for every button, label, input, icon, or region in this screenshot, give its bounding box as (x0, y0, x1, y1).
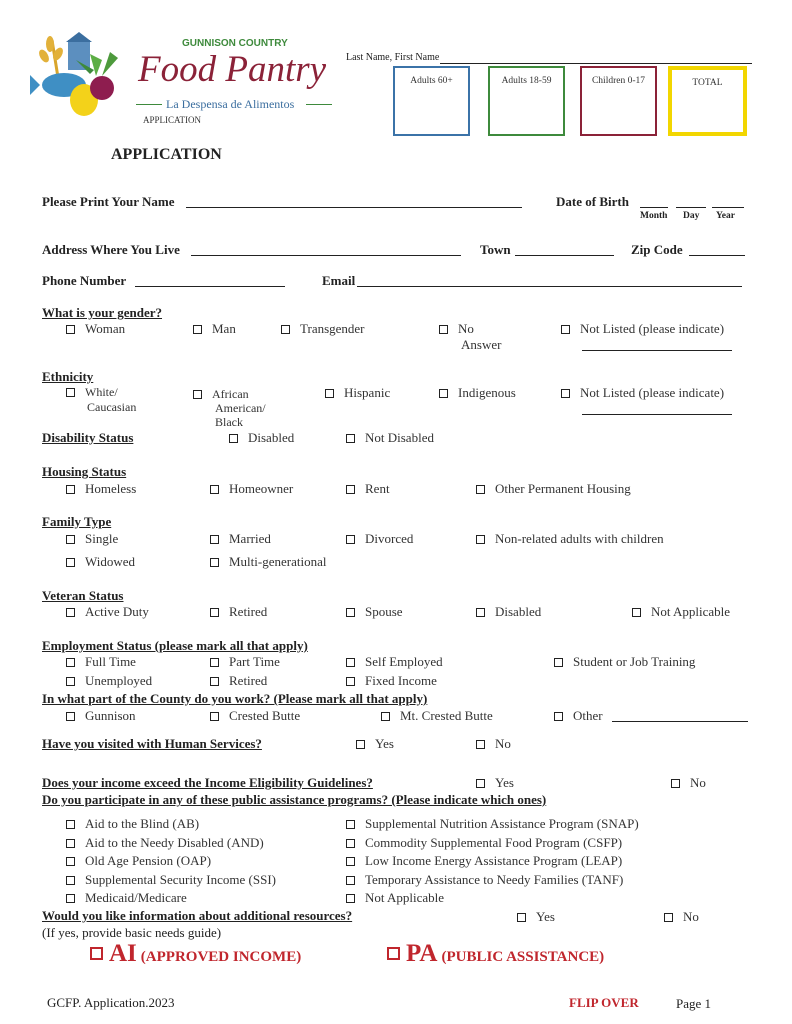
family-single[interactable]: Single (66, 531, 118, 547)
checkbox[interactable] (381, 712, 390, 721)
checkbox[interactable] (671, 779, 680, 788)
ethnicity-indigenous[interactable]: Indigenous (439, 385, 516, 401)
checkbox[interactable] (476, 485, 485, 494)
ethnicity-not-listed-line[interactable] (582, 414, 732, 415)
disability-disabled[interactable]: Disabled (229, 430, 294, 446)
veteran-spouse[interactable]: Spouse (346, 604, 403, 620)
ethnicity-white[interactable]: White/ (66, 385, 118, 400)
box-total[interactable]: TOTAL (668, 66, 747, 136)
assistance-not-applicable[interactable]: Not Applicable (346, 890, 444, 906)
assistance-snap[interactable]: Supplemental Nutrition Assistance Program (SNAP) (346, 816, 639, 832)
assistance-csfp[interactable]: Commodity Supplemental Food Program (CSFP) (346, 835, 622, 851)
gender-no-answer-line2: Answer (461, 337, 502, 352)
checkbox[interactable] (476, 740, 485, 749)
veteran-retired[interactable]: Retired (210, 604, 267, 620)
dob-label: Date of Birth (556, 194, 629, 209)
family-multi-generational[interactable]: Multi-generational (210, 554, 326, 570)
checkbox[interactable] (66, 658, 75, 667)
name-field-label: Please Print Your Name (42, 194, 175, 209)
logo-org-sub: La Despensa de Alimentos (166, 97, 295, 111)
assistance-ab[interactable]: Aid to the Blind (AB) (66, 816, 199, 832)
name-field-line[interactable] (186, 207, 522, 208)
work-gunnison[interactable]: Gunnison (66, 708, 136, 724)
checkbox[interactable] (632, 608, 641, 617)
checkbox[interactable] (554, 712, 563, 721)
work-mt-crested-butte[interactable]: Mt. Crested Butte (381, 708, 493, 724)
resources-note: (If yes, provide basic needs guide) (42, 925, 222, 940)
employment-heading: Employment Status (please mark all that apply) (42, 638, 308, 653)
checkbox[interactable] (210, 658, 219, 667)
zip-label: Zip Code (631, 242, 683, 257)
gender-transgender[interactable]: Transgender (281, 321, 365, 337)
footer-flip-over: FLIP OVER (569, 995, 639, 1010)
employment-part-time[interactable]: Part Time (210, 654, 280, 670)
checkbox[interactable] (66, 535, 75, 544)
resources-heading: Would you like information about additional resources? (42, 908, 353, 923)
checkbox[interactable] (210, 558, 219, 567)
logo-org-top: GUNNISON COUNTRY (182, 38, 288, 49)
dob-day-line[interactable] (676, 207, 706, 208)
gender-man[interactable]: Man (193, 321, 236, 337)
logo-org-main: Food Pantry (138, 49, 327, 90)
checkbox[interactable] (66, 388, 75, 397)
checkbox[interactable] (356, 740, 365, 749)
checkbox[interactable] (346, 434, 355, 443)
box-adults-18-59[interactable]: Adults 18-59 (488, 66, 565, 136)
checkbox[interactable] (346, 485, 355, 494)
checkbox[interactable] (346, 608, 355, 617)
name-line[interactable] (440, 63, 752, 64)
ethnicity-african-american[interactable]: African (193, 387, 249, 402)
checkbox[interactable] (439, 325, 448, 334)
employment-student[interactable]: Student or Job Training (554, 654, 695, 670)
human-services-no[interactable]: No (476, 736, 511, 752)
veteran-heading: Veteran Status (42, 588, 124, 603)
checkbox[interactable] (346, 677, 355, 686)
employment-self-employed[interactable]: Self Employed (346, 654, 443, 670)
logo-graphic (30, 30, 140, 125)
veteran-disabled[interactable]: Disabled (476, 604, 541, 620)
phone-line[interactable] (135, 286, 285, 287)
work-other[interactable]: Other (554, 708, 603, 724)
assistance-ssi[interactable]: Supplemental Security Income (SSI) (66, 872, 276, 888)
dob-year-label: Year (716, 211, 735, 221)
employment-retired[interactable]: Retired (210, 673, 267, 689)
assistance-leap[interactable]: Low Income Energy Assistance Program (LEAP) (346, 853, 622, 869)
checkbox[interactable] (229, 434, 238, 443)
ethnicity-white-line2: Caucasian (87, 400, 137, 414)
checkbox[interactable] (66, 839, 75, 848)
checkbox[interactable] (210, 485, 219, 494)
email-line[interactable] (357, 286, 742, 287)
disability-heading: Disability Status (42, 430, 134, 445)
checkbox[interactable] (66, 558, 75, 567)
checkbox[interactable] (664, 913, 673, 922)
checkbox[interactable] (90, 947, 103, 960)
housing-rent[interactable]: Rent (346, 481, 390, 497)
address-line[interactable] (191, 255, 461, 256)
logo-org-label: APPLICATION (143, 115, 202, 125)
assistance-tanf[interactable]: Temporary Assistance to Needy Families (TANF) (346, 872, 623, 888)
checkbox[interactable] (554, 658, 563, 667)
checkbox[interactable] (346, 535, 355, 544)
work-other-line[interactable] (612, 721, 748, 722)
income-yes[interactable]: Yes (476, 775, 514, 791)
checkbox[interactable] (210, 608, 219, 617)
checkbox[interactable] (346, 876, 355, 885)
code-pa[interactable]: PA (PUBLIC ASSISTANCE) (387, 940, 604, 968)
ethnicity-not-listed[interactable]: Not Listed (please indicate) (561, 385, 724, 401)
dob-day-label: Day (683, 211, 700, 221)
checkbox[interactable] (439, 389, 448, 398)
checkbox[interactable] (346, 857, 355, 866)
employment-full-time[interactable]: Full Time (66, 654, 136, 670)
checkbox[interactable] (346, 820, 355, 829)
work-area-heading: In what part of the County do you work? (Please mark all that apply) (42, 691, 428, 706)
work-crested-butte[interactable]: Crested Butte (210, 708, 300, 724)
checkbox[interactable] (210, 535, 219, 544)
logo-divider-right (306, 104, 332, 105)
name-label: Last Name, First Name (346, 52, 440, 63)
checkbox[interactable] (346, 894, 355, 903)
assistance-medicaid[interactable]: Medicaid/Medicare (66, 890, 187, 906)
disability-not-disabled[interactable]: Not Disabled (346, 430, 434, 446)
gender-not-listed[interactable]: Not Listed (please indicate) (561, 321, 724, 337)
employment-fixed-income[interactable]: Fixed Income (346, 673, 437, 689)
housing-homeless[interactable]: Homeless (66, 481, 136, 497)
ethnicity-heading: Ethnicity (42, 369, 94, 384)
logo-divider (136, 104, 162, 105)
box-children[interactable]: Children 0-17 (580, 66, 657, 136)
footer-doc-id: GCFP. Application.2023 (47, 995, 175, 1010)
logo (30, 30, 340, 130)
checkbox[interactable] (476, 535, 485, 544)
checkbox[interactable] (210, 677, 219, 686)
checkbox[interactable] (346, 658, 355, 667)
checkbox[interactable] (476, 779, 485, 788)
town-line[interactable] (515, 255, 614, 256)
gender-no-answer[interactable]: No (439, 321, 474, 337)
family-widowed[interactable]: Widowed (66, 554, 135, 570)
veteran-not-applicable[interactable]: Not Applicable (632, 604, 730, 620)
employment-unemployed[interactable]: Unemployed (66, 673, 152, 689)
gender-not-listed-line[interactable] (582, 350, 732, 351)
income-heading: Does your income exceed the Income Eligibility Guidelines? (42, 775, 373, 790)
family-married[interactable]: Married (210, 531, 271, 547)
checkbox[interactable] (346, 839, 355, 848)
dob-year-line[interactable] (712, 207, 744, 208)
resources-no[interactable]: No (664, 909, 699, 925)
family-heading: Family Type (42, 514, 112, 529)
town-label: Town (480, 242, 511, 257)
checkbox[interactable] (66, 820, 75, 829)
box-adults-60[interactable]: Adults 60+ (393, 66, 470, 136)
gender-heading: What is your gender? (42, 305, 163, 320)
page-title: APPLICATION (111, 146, 222, 163)
ethnicity-african-line2: American/ (215, 401, 266, 415)
housing-homeowner[interactable]: Homeowner (210, 481, 293, 497)
checkbox[interactable] (476, 608, 485, 617)
income-no[interactable]: No (671, 775, 706, 791)
checkbox[interactable] (517, 913, 526, 922)
checkbox[interactable] (66, 608, 75, 617)
housing-other[interactable]: Other Permanent Housing (476, 481, 631, 497)
checkbox[interactable] (387, 947, 400, 960)
checkbox[interactable] (66, 677, 75, 686)
human-services-heading: Have you visited with Human Services? (42, 736, 262, 751)
code-ai[interactable]: AI (APPROVED INCOME) (90, 940, 301, 968)
family-divorced[interactable]: Divorced (346, 531, 413, 547)
checkbox[interactable] (66, 894, 75, 903)
assistance-oap[interactable]: Old Age Pension (OAP) (66, 853, 211, 869)
email-label: Email (322, 273, 356, 288)
zip-line[interactable] (689, 255, 745, 256)
human-services-yes[interactable]: Yes (356, 736, 394, 752)
checkbox[interactable] (66, 485, 75, 494)
housing-heading: Housing Status (42, 464, 127, 479)
assistance-and[interactable]: Aid to the Needy Disabled (AND) (66, 835, 264, 851)
family-non-related[interactable]: Non-related adults with children (476, 531, 664, 547)
assistance-heading: Do you participate in any of these public assistance programs? (Please indicate which ones) (42, 792, 547, 807)
dob-month-label: Month (640, 211, 668, 221)
footer-page-number: Page 1 (676, 996, 712, 1011)
dob-month-line[interactable] (640, 207, 668, 208)
resources-yes[interactable]: Yes (517, 909, 555, 925)
checkbox[interactable] (561, 389, 570, 398)
checkbox[interactable] (66, 325, 75, 334)
ethnicity-hispanic[interactable]: Hispanic (325, 385, 390, 401)
checkbox[interactable] (193, 325, 202, 334)
checkbox[interactable] (66, 876, 75, 885)
gender-woman[interactable]: Woman (66, 321, 125, 337)
checkbox[interactable] (66, 712, 75, 721)
address-label: Address Where You Live (42, 242, 180, 257)
checkbox[interactable] (281, 325, 290, 334)
checkbox[interactable] (66, 857, 75, 866)
checkbox[interactable] (193, 390, 202, 399)
checkbox[interactable] (210, 712, 219, 721)
ethnicity-african-line3: Black (215, 415, 243, 429)
veteran-active-duty[interactable]: Active Duty (66, 604, 149, 620)
checkbox[interactable] (325, 389, 334, 398)
phone-label: Phone Number (42, 273, 127, 288)
checkbox[interactable] (561, 325, 570, 334)
